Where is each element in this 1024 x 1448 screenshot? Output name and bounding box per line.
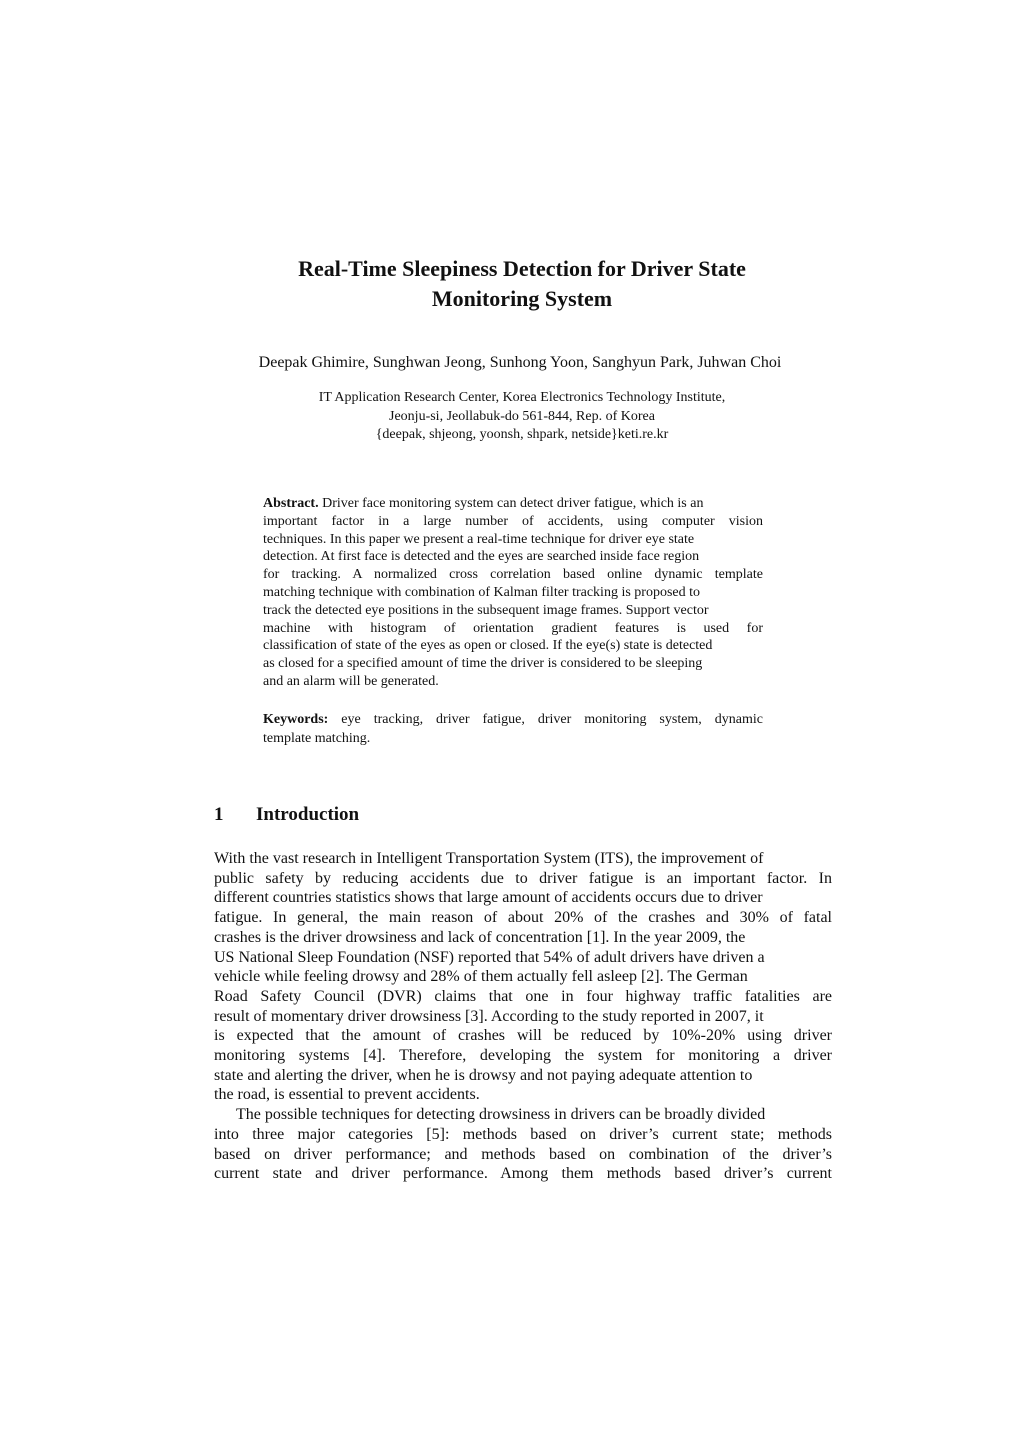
paper-title xyxy=(200,254,844,314)
abstract-line: matching technique with combination of Kalman filter tracking is proposed to xyxy=(263,584,701,600)
body-line: vehicle while feeling drowsy and 28% of them actually fell asleep [2]. The German xyxy=(214,968,748,986)
body-line: public safety by reducing accidents due to driver fatigue is an important factor. In xyxy=(214,869,832,887)
abstract-line: for tracking. A normalized cross correlation based online dynamic template xyxy=(263,567,763,583)
body-line: into three major categories [5]: methods based on driver’s current state; methods xyxy=(214,1125,832,1143)
title-line: Monitoring System xyxy=(431,286,613,311)
body-line: different countries statistics shows that large amount of accidents occurs due to driver xyxy=(214,889,763,907)
body-line: With the vast research in Intelligent Transportation System (ITS), the improvement of xyxy=(214,850,764,867)
body-line: fatigue. In general, the main reason of about 20% of the crashes and 30% of fatal xyxy=(214,909,832,927)
keywords-line: template matching. xyxy=(263,731,371,746)
body-line: US National Sleep Foundation (NSF) reported that 54% of adult drivers have driven a xyxy=(214,948,765,966)
body-line: is expected that the amount of crashes will be reduced by 10%-20% using driver xyxy=(214,1027,832,1045)
abstract-label: Abstract. xyxy=(263,496,319,511)
abstract-line: important factor in a large number of accidents, using computer vision xyxy=(263,513,763,529)
author-list: Deepak Ghimire, Sunghwan Jeong, Sunhong Yoon, Sanghyun Park, Juhwan Choi xyxy=(258,354,782,371)
body-line: monitoring systems [4]. Therefore, developing the system for monitoring a driver xyxy=(214,1047,832,1065)
body-line: current state and driver performance. Among them methods based driver’s current xyxy=(214,1165,832,1183)
abstract-text: Driver face monitoring system can detect driver fatigue, which is an xyxy=(318,496,704,511)
affiliation-line: {deepak, shjeong, yoonsh, shpark, netside}keti.re.kr xyxy=(375,427,669,442)
abstract-line: track the detected eye positions in the subsequent image frames. Support vector xyxy=(263,602,709,618)
abstract-line: classification of state of the eyes as open or closed. If the eye(s) state is detected xyxy=(263,638,713,654)
abstract-line: machine with histogram of orientation gradient features is used for xyxy=(263,620,763,636)
body-line: state and alerting the driver, when he is drowsy and not paying adequate attention to xyxy=(214,1066,753,1084)
abstract-line: as closed for a specified amount of time the driver is considered to be sleeping xyxy=(263,656,703,672)
body-line: result of momentary driver drowsiness [3]. According to the study reported in 2007, it xyxy=(214,1007,764,1025)
section-number: 1 xyxy=(214,804,224,825)
keywords xyxy=(263,710,763,748)
keywords-label: Keywords: xyxy=(263,712,329,727)
section-heading xyxy=(214,803,359,827)
abstract-line: detection. At first face is detected and the eyes are searched inside face region xyxy=(263,549,700,565)
abstract-line xyxy=(263,495,763,513)
body-line: based on driver performance; and methods based on combination of the driver’s xyxy=(214,1145,832,1163)
keywords-line xyxy=(263,710,763,729)
body-line: crashes is the driver drowsiness and lack of concentration [1]. In the year 2009, the xyxy=(214,928,746,946)
affiliation-line: Jeonju-si, Jeollabuk-do 561-844, Rep. of Korea xyxy=(389,408,655,424)
keywords-text: eye tracking, driver fatigue, driver monitoring system, dynamic xyxy=(328,712,763,727)
body-text xyxy=(214,849,832,1184)
abstract xyxy=(263,495,763,691)
body-line: Road Safety Council (DVR) claims that one in four highway traffic fatalities are xyxy=(214,987,832,1005)
abstract-line: and an alarm will be generated. xyxy=(263,673,439,689)
affiliation-line: IT Application Research Center, Korea Electronics Technology Institute, xyxy=(318,390,726,405)
section-title: Introduction xyxy=(256,804,360,825)
title-line: Real-Time Sleepiness Detection for Driver State xyxy=(298,256,746,281)
abstract-line: techniques. In this paper we present a real-time technique for driver eye state xyxy=(263,531,695,547)
body-line: The possible techniques for detecting drowsiness in drivers can be broadly divided xyxy=(236,1106,766,1124)
body-line: the road, is essential to prevent accidents. xyxy=(214,1086,480,1104)
affiliation xyxy=(200,389,844,445)
